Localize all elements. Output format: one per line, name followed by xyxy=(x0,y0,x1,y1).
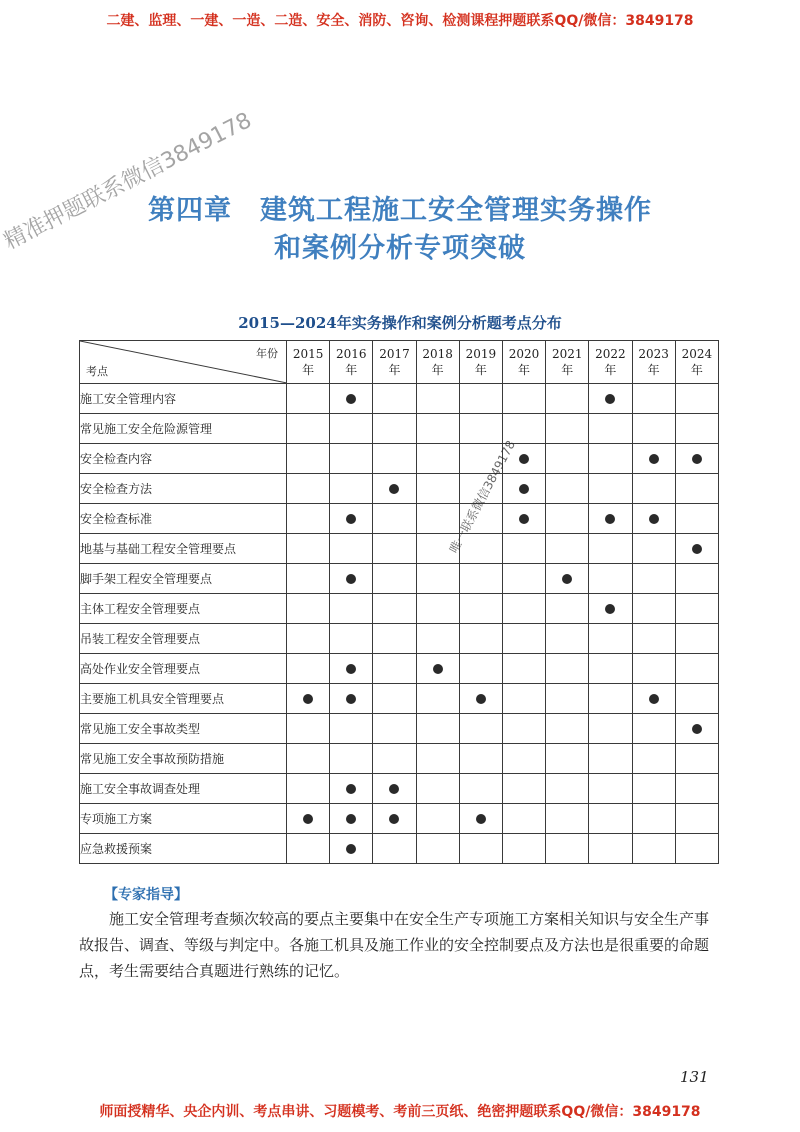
year-cell xyxy=(546,474,589,504)
year-header: 2020年 xyxy=(502,341,545,384)
table-row xyxy=(80,744,719,774)
year-cell xyxy=(416,414,459,444)
year-cell xyxy=(330,834,373,864)
year-cell xyxy=(502,534,545,564)
year-cell xyxy=(330,654,373,684)
year-cell xyxy=(459,594,502,624)
year-cell xyxy=(416,804,459,834)
exam-point-dot xyxy=(346,784,356,794)
year-cell xyxy=(459,504,502,534)
year-cell xyxy=(502,474,545,504)
topic-cell: 主体工程安全管理要点 xyxy=(80,594,287,624)
year-cell xyxy=(459,624,502,654)
year-cell xyxy=(589,594,632,624)
year-cell xyxy=(330,564,373,594)
year-cell xyxy=(502,654,545,684)
year-header: 2016年 xyxy=(330,341,373,384)
year-cell xyxy=(416,624,459,654)
year-cell xyxy=(546,564,589,594)
exam-point-dot xyxy=(346,514,356,524)
year-cell xyxy=(459,804,502,834)
year-cell xyxy=(589,624,632,654)
exam-point-dot xyxy=(519,514,529,524)
table-row xyxy=(80,474,719,504)
page-number: 131 xyxy=(680,1068,709,1086)
year-cell xyxy=(546,714,589,744)
topic-cell: 安全检查内容 xyxy=(80,444,287,474)
topic-cell: 安全检查方法 xyxy=(80,474,287,504)
year-cell xyxy=(330,624,373,654)
topic-cell: 施工安全管理内容 xyxy=(80,384,287,414)
year-cell xyxy=(589,384,632,414)
year-cell xyxy=(632,744,675,774)
year-cell xyxy=(502,774,545,804)
exam-point-dot xyxy=(389,784,399,794)
year-cell xyxy=(373,834,416,864)
exam-point-dot xyxy=(346,814,356,824)
year-cell xyxy=(459,414,502,444)
year-cell xyxy=(330,384,373,414)
year-cell xyxy=(675,474,718,504)
diagonal-watermark-center: 唯一联系微信3849178 xyxy=(446,438,519,556)
bottom-promo-banner: 师面授精华、央企内训、考点串讲、习题模考、考前三页纸、绝密押题联系QQ/微信：3849178 xyxy=(99,1104,701,1120)
exam-point-dot xyxy=(605,604,615,614)
exam-point-dot xyxy=(389,814,399,824)
topic-cell: 高处作业安全管理要点 xyxy=(80,654,287,684)
year-cell xyxy=(287,504,330,534)
exam-point-dot xyxy=(476,814,486,824)
table-header-row xyxy=(80,341,719,384)
year-cell xyxy=(502,684,545,714)
year-cell xyxy=(373,474,416,504)
year-cell xyxy=(416,534,459,564)
year-cell xyxy=(287,534,330,564)
year-cell xyxy=(589,414,632,444)
year-cell xyxy=(589,444,632,474)
year-cell xyxy=(546,654,589,684)
year-cell xyxy=(632,414,675,444)
topic-cell: 施工安全事故调查处理 xyxy=(80,774,287,804)
year-cell xyxy=(373,654,416,684)
year-cell xyxy=(330,714,373,744)
year-cell xyxy=(675,534,718,564)
exam-point-dot xyxy=(346,574,356,584)
year-cell xyxy=(589,774,632,804)
year-cell xyxy=(632,534,675,564)
year-cell xyxy=(330,804,373,834)
exam-point-dot xyxy=(562,574,572,584)
year-cell xyxy=(287,744,330,774)
exam-point-dot xyxy=(649,454,659,464)
topic-cell: 常见施工安全事故预防措施 xyxy=(80,744,287,774)
table-row xyxy=(80,834,719,864)
year-cell xyxy=(330,744,373,774)
year-cell xyxy=(330,534,373,564)
year-cell xyxy=(459,834,502,864)
year-cell xyxy=(287,654,330,684)
year-cell xyxy=(287,714,330,744)
year-cell xyxy=(373,564,416,594)
table-row xyxy=(80,594,719,624)
year-cell xyxy=(373,384,416,414)
topic-cell: 吊装工程安全管理要点 xyxy=(80,624,287,654)
year-cell xyxy=(330,504,373,534)
year-cell xyxy=(287,594,330,624)
year-cell xyxy=(330,414,373,444)
year-cell xyxy=(416,474,459,504)
year-cell xyxy=(287,564,330,594)
year-header: 2017年 xyxy=(373,341,416,384)
year-cell xyxy=(416,594,459,624)
topic-cell: 主要施工机具安全管理要点 xyxy=(80,684,287,714)
year-cell xyxy=(675,774,718,804)
year-header: 2018年 xyxy=(416,341,459,384)
exam-point-dot xyxy=(605,394,615,404)
year-cell xyxy=(416,444,459,474)
year-cell xyxy=(287,474,330,504)
year-cell xyxy=(502,744,545,774)
year-cell xyxy=(546,804,589,834)
year-header: 2019年 xyxy=(459,341,502,384)
year-cell xyxy=(589,474,632,504)
year-cell xyxy=(675,654,718,684)
year-cell xyxy=(675,624,718,654)
year-cell xyxy=(675,684,718,714)
year-cell xyxy=(632,594,675,624)
year-cell xyxy=(675,414,718,444)
year-cell xyxy=(546,594,589,624)
year-cell xyxy=(330,444,373,474)
year-cell xyxy=(416,684,459,714)
exam-point-dot xyxy=(346,394,356,404)
exam-point-dot xyxy=(649,514,659,524)
exam-point-dot xyxy=(346,694,356,704)
year-cell xyxy=(546,414,589,444)
year-cell xyxy=(546,744,589,774)
year-cell xyxy=(675,504,718,534)
year-cell xyxy=(416,774,459,804)
topic-cell: 常见施工安全危险源管理 xyxy=(80,414,287,444)
year-cell xyxy=(373,624,416,654)
year-header: 2021年 xyxy=(546,341,589,384)
year-header: 2022年 xyxy=(589,341,632,384)
exam-point-dot xyxy=(692,544,702,554)
year-cell xyxy=(502,504,545,534)
table-row xyxy=(80,774,719,804)
year-cell xyxy=(459,774,502,804)
year-cell xyxy=(416,504,459,534)
year-cell xyxy=(502,384,545,414)
year-cell xyxy=(546,444,589,474)
year-cell xyxy=(459,384,502,414)
year-cell xyxy=(589,714,632,744)
year-cell xyxy=(589,804,632,834)
year-cell xyxy=(546,834,589,864)
year-cell xyxy=(330,684,373,714)
year-cell xyxy=(502,414,545,444)
top-promo-banner: 二建、监理、一建、一造、二造、安全、消防、咨询、检测课程押题联系QQ/微信：3849178 xyxy=(106,13,694,29)
year-cell xyxy=(546,624,589,654)
table-corner-cell xyxy=(80,341,287,384)
year-cell xyxy=(330,474,373,504)
chapter-title-line1: 第四章 建筑工程施工安全管理实务操作 xyxy=(148,195,652,226)
exam-points-table xyxy=(79,340,719,864)
year-cell xyxy=(502,624,545,654)
year-cell xyxy=(287,774,330,804)
year-cell xyxy=(589,684,632,714)
table-row xyxy=(80,714,719,744)
year-cell xyxy=(632,774,675,804)
chapter-title-line2: 和案例分析专项突破 xyxy=(274,233,526,264)
year-cell xyxy=(459,534,502,564)
exam-point-dot xyxy=(433,664,443,674)
year-cell xyxy=(373,744,416,774)
year-cell xyxy=(373,594,416,624)
year-cell xyxy=(632,384,675,414)
year-cell xyxy=(546,774,589,804)
table-row xyxy=(80,384,719,414)
year-cell xyxy=(287,834,330,864)
exam-point-dot xyxy=(346,844,356,854)
year-cell xyxy=(502,444,545,474)
exam-point-dot xyxy=(389,484,399,494)
year-cell xyxy=(416,714,459,744)
year-header: 2024年 xyxy=(675,341,718,384)
year-cell xyxy=(373,504,416,534)
table-row xyxy=(80,414,719,444)
year-cell xyxy=(675,744,718,774)
table-row xyxy=(80,444,719,474)
year-cell xyxy=(459,744,502,774)
year-cell xyxy=(632,564,675,594)
exam-point-dot xyxy=(519,484,529,494)
year-header: 2015年 xyxy=(287,341,330,384)
exam-point-dot xyxy=(476,694,486,704)
table-row xyxy=(80,534,719,564)
year-cell xyxy=(416,654,459,684)
year-cell xyxy=(373,534,416,564)
corner-year-label: 年份 xyxy=(256,347,278,360)
topic-cell: 应急救援预案 xyxy=(80,834,287,864)
year-cell xyxy=(416,384,459,414)
year-cell xyxy=(459,684,502,714)
year-cell xyxy=(632,654,675,684)
exam-point-dot xyxy=(605,514,615,524)
year-cell xyxy=(502,834,545,864)
exam-point-dot xyxy=(649,694,659,704)
year-cell xyxy=(459,714,502,744)
year-cell xyxy=(675,714,718,744)
year-cell xyxy=(330,774,373,804)
topic-cell: 脚手架工程安全管理要点 xyxy=(80,564,287,594)
year-cell xyxy=(675,594,718,624)
table-title: 2015—2024年实务操作和案例分析题考点分布 xyxy=(238,314,562,332)
year-cell xyxy=(632,834,675,864)
year-cell xyxy=(589,564,632,594)
expert-guide-text: 施工安全管理考查频次较高的要点主要集中在安全生产专项施工方案相关知识与安全生产事故报告、调查、等级与判定中。各施工机具及施工作业的安全控制要点及方法也是很重要的命题点，考生需要结合真题进行熟练的记忆。 xyxy=(79,910,710,980)
topic-cell: 常见施工安全事故类型 xyxy=(80,714,287,744)
year-cell xyxy=(373,804,416,834)
year-cell xyxy=(632,474,675,504)
year-cell xyxy=(502,594,545,624)
diagonal-watermark-left: 精准押题联系微信3849178 xyxy=(0,108,256,255)
year-cell xyxy=(287,384,330,414)
year-cell xyxy=(459,444,502,474)
table-row xyxy=(80,654,719,684)
year-cell xyxy=(330,594,373,624)
table-body xyxy=(80,384,719,864)
table-row xyxy=(80,624,719,654)
year-cell xyxy=(632,624,675,654)
year-cell xyxy=(287,804,330,834)
year-cell xyxy=(675,444,718,474)
year-cell xyxy=(675,834,718,864)
year-cell xyxy=(632,444,675,474)
year-cell xyxy=(287,414,330,444)
expert-guide-heading: 【专家指导】 xyxy=(104,887,188,903)
year-cell xyxy=(287,684,330,714)
year-cell xyxy=(287,624,330,654)
topic-cell: 地基与基础工程安全管理要点 xyxy=(80,534,287,564)
exam-point-dot xyxy=(692,724,702,734)
year-cell xyxy=(589,504,632,534)
year-cell xyxy=(502,714,545,744)
year-cell xyxy=(459,654,502,684)
topic-cell: 安全检查标准 xyxy=(80,504,287,534)
topic-cell: 专项施工方案 xyxy=(80,804,287,834)
year-cell xyxy=(675,384,718,414)
exam-point-dot xyxy=(692,454,702,464)
year-cell xyxy=(632,804,675,834)
year-cell xyxy=(589,654,632,684)
year-cell xyxy=(546,504,589,534)
year-cell xyxy=(416,834,459,864)
exam-point-dot xyxy=(519,454,529,464)
year-header: 2023年 xyxy=(632,341,675,384)
year-cell xyxy=(675,804,718,834)
year-cell xyxy=(675,564,718,594)
year-cell xyxy=(373,684,416,714)
exam-point-dot xyxy=(303,814,313,824)
year-cell xyxy=(589,834,632,864)
year-cell xyxy=(373,444,416,474)
year-cell xyxy=(459,474,502,504)
exam-point-dot xyxy=(346,664,356,674)
table-row xyxy=(80,504,719,534)
table-row xyxy=(80,564,719,594)
year-cell xyxy=(502,564,545,594)
year-cell xyxy=(589,534,632,564)
table-row xyxy=(80,684,719,714)
year-cell xyxy=(416,564,459,594)
year-cell xyxy=(632,714,675,744)
year-cell xyxy=(546,684,589,714)
corner-topic-label: 考点 xyxy=(86,365,108,378)
year-cell xyxy=(287,444,330,474)
year-cell xyxy=(589,744,632,774)
year-cell xyxy=(546,384,589,414)
year-cell xyxy=(459,564,502,594)
year-cell xyxy=(632,684,675,714)
year-cell xyxy=(373,774,416,804)
year-cell xyxy=(632,504,675,534)
exam-point-dot xyxy=(303,694,313,704)
year-cell xyxy=(373,714,416,744)
year-cell xyxy=(502,804,545,834)
table-row xyxy=(80,804,719,834)
year-cell xyxy=(416,744,459,774)
year-cell xyxy=(373,414,416,444)
year-cell xyxy=(546,534,589,564)
